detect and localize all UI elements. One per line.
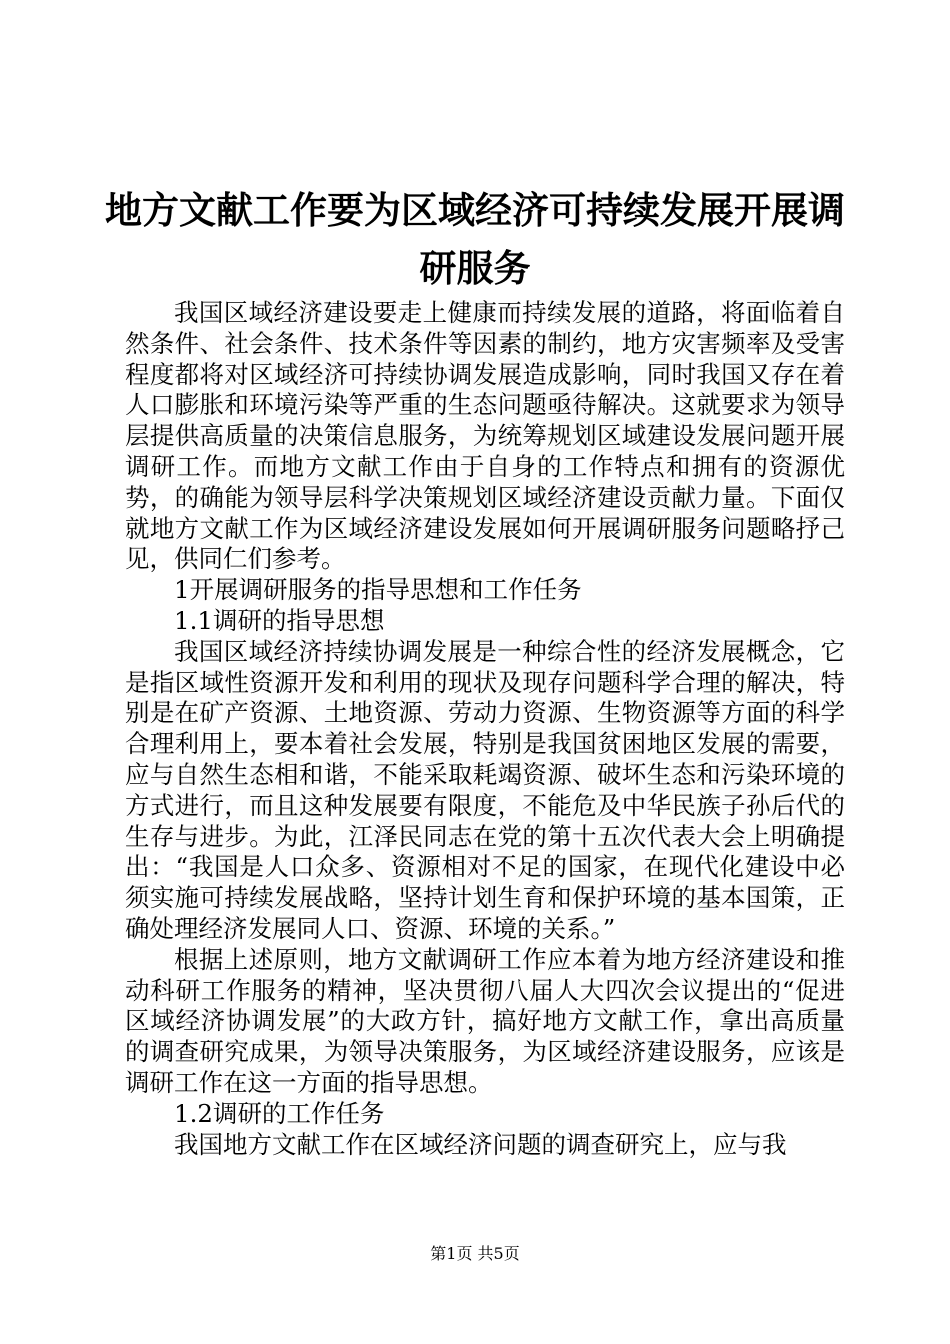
paragraph-intro: 我国区域经济建设要走上健康而持续发展的道路，将面临着自然条件、社会条件、技术条件等因素的制约，地方灾害频率及受害程度都将对区域经济可持续协调发展造成影响，同时我国又存在着人口膨胀和环境污染等严重的生态问题亟待解决。这就要求为领导层提供高质量的决策信息服务，为统筹规划区域建设发展问题开展调研工作。而地方文献工作由于自身的工作特点和拥有的资源优势，的确能为领导层科学决策规划区域经济建设贡献力量。下面仅就地方文献工作为区域经济建设发展如何开展调研服务问题略抒己见，供同仁们参考。 (125, 298, 845, 574)
paragraph-guiding-principle: 我国区域经济持续协调发展是一种综合性的经济发展概念，它是指区域性资源开发和利用的现状及现存问题科学合理的解决，特别是在矿产资源、土地资源、劳动力资源、生物资源等方面的科学合理利用上，要本着社会发展，特别是我国贫困地区发展的需要，应与自然生态相和谐，不能采取耗竭资源、破坏生态和污染环境的方式进行，而且这种发展要有限度，不能危及中华民族子孙后代的生存与进步。为此，江泽民同志在党的第十五次代表大会上明确提出：“我国是人口众多、资源相对不足的国家，在现代化建设中必须实施可持续发展战略，坚持计划生育和保护环境的基本国策，正确处理经济发展同人口、资源、环境的关系。” (125, 636, 845, 943)
page-footer: 第1页 共5页 (430, 1244, 520, 1263)
paragraph-principle-summary: 根据上述原则，地方文献调研工作应本着为地方经济建设和推动科研工作服务的精神，坚决贯彻八届人大四次会议提出的“促进区域经济协调发展”的大政方针，搞好地方文献工作，拿出高质量的调查研究成果，为领导决策服务，为区域经济建设服务，应该是调研工作在这一方面的指导思想。 (125, 944, 845, 1097)
paragraph-task-start: 我国地方文献工作在区域经济问题的调查研究上，应与我 (174, 1129, 787, 1159)
section-heading-1-1: 1.1调研的指导思想 (174, 605, 385, 635)
section-heading-1: 1开展调研服务的指导思想和工作任务 (174, 575, 582, 605)
document-body (125, 298, 845, 1160)
section-heading-1-2: 1.2调研的工作任务 (174, 1098, 385, 1128)
document-title: 地方文献工作要为区域经济可持续发展开展调研服务 (105, 189, 845, 290)
